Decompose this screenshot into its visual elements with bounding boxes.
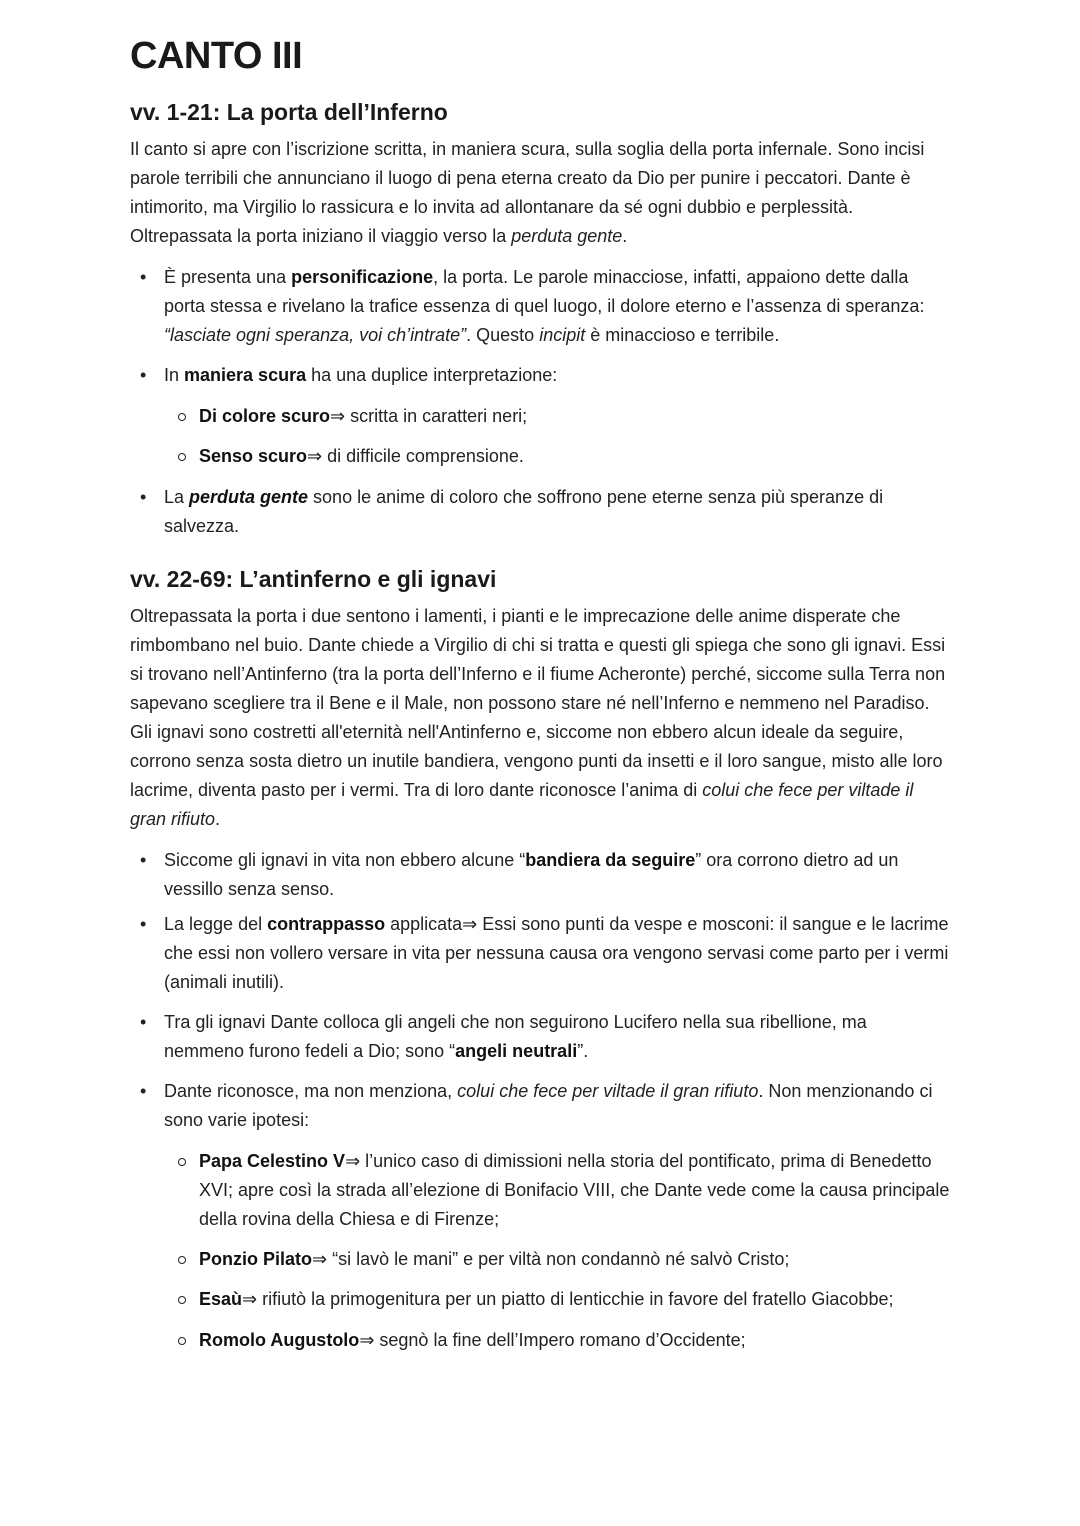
list-item: • La perduta gente sono le anime di coloro che soffrono pene eterne senza più speranze di salvezza. <box>130 483 950 541</box>
section-heading-2: vv. 22-69: L’antinferno e gli ignavi <box>130 566 497 592</box>
sub-list-item: Senso scuro⇒ di difficile comprensione. <box>130 442 950 471</box>
sub-list-item: Di colore scuro⇒ scritta in caratteri neri; <box>130 402 950 431</box>
section-1-bullets <box>130 263 950 541</box>
sub-list-item: Papa Celestino V⇒ l’unico caso di dimissioni nella storia del pontificato, prima di Benedetto XVI; apre così la strada all’elezione di Bonifacio VIII, che Dante vede come la causa principale della rovina della Chiesa e di Firenze; <box>130 1147 950 1234</box>
section-heading-1: vv. 1-21: La porta dell’Inferno <box>130 99 448 125</box>
list-item: • Tra gli ignavi Dante colloca gli angeli che non seguirono Lucifero nella sua ribellione, ma nemmeno furono fedeli a Dio; sono “angeli neutrali”. <box>130 1008 950 1066</box>
section-2-bullets <box>130 846 950 1355</box>
sub-list <box>130 402 950 471</box>
list-item: • La legge del contrappasso applicata⇒ Essi sono punti da vespe e mosconi: il sangue e le lacrime che essi non vollero versare in vita per nessuna causa ora vengono servasi come parto per i vermi (animali inutili). <box>130 910 950 997</box>
list-item: • Dante riconosce, ma non menziona, colui che fece per viltade il gran rifiuto. Non menzionando ci sono varie ipotesi: Papa Celestino V⇒ l’unico caso di dimissioni nella storia del pontificato, prima di Benedetto XVI; apre così la strada all’elezione di Bonifacio VIII, che Dante vede come la causa principale della rovina della Chiesa e di Firenze; Ponzio Pilato⇒ “si lavò le mani” e per viltà non condannò né salvò Cristo; Esaù⇒ rifiutò la primogenitura per un piatto di lenticchie in favore del fratello Giacobbe; Romolo Augustolo⇒ segnò la fine dell’Impero romano d’Occidente; <box>130 1077 950 1355</box>
page-title: CANTO III <box>130 35 303 77</box>
list-item: • È presenta una personificazione, la porta. Le parole minacciose, infatti, appaiono dette dalla porta stessa e rivelano la trafice essenza di quel luogo, il dolore eterno e l’assenza di speranza: “lasciate ogni speranza, voi ch’intrate”. Questo incipit è minaccioso e terribile. <box>130 263 950 350</box>
list-item: • In maniera scura ha una duplice interpretazione: Di colore scuro⇒ scritta in caratteri neri; Senso scuro⇒ di difficile comprensione. <box>130 361 950 471</box>
section-1-intro: Il canto si apre con l’iscrizione scritta, in maniera scura, sulla soglia della porta infernale. Sono incisi parole terribili che annunciano il luogo di pena eterna creato da Dio per punire i peccatori. Dante è intimorito, ma Virgilio lo rassicura e lo invita ad allontanare da sé ogni dubbio e perplessità. Oltrepassata la porta iniziano il viaggio verso la perduta gente. <box>130 139 925 246</box>
section-2-intro: Oltrepassata la porta i due sentono i lamenti, i pianti e le imprecazione delle anime disperate che rimbombano nel buio. Dante chiede a Virgilio di chi si tratta e questi gli spiega che sono gli ignavi. Essi si trovano nell’Antinferno (tra la porta dell’Inferno e il fiume Acheronte) perché, siccome sulla Terra non sapevano scegliere tra il Bene e il Male, non possono stare né nell’Inferno e nemmeno nel Paradiso. Gli ignavi sono costretti all'eternità nell'Antinferno e, siccome non ebbero alcun ideale da seguire, corrono senza sosta dietro un inutile bandiera, vengono punti da insetti e il loro sangue, misto alle loro lacrime, diventa pasto per i vermi. Tra di loro dante riconosce l’anima di colui che fece per viltade il gran rifiuto. <box>130 606 946 829</box>
sub-list <box>130 1147 950 1355</box>
list-item: • Siccome gli ignavi in vita non ebbero alcune “bandiera da seguire” ora corrono dietro ad un vessillo senza senso. <box>130 846 950 904</box>
document-body <box>130 30 950 1355</box>
sub-list-item: Esaù⇒ rifiutò la primogenitura per un piatto di lenticchie in favore del fratello Giacobbe; <box>130 1285 950 1314</box>
sub-list-item: Romolo Augustolo⇒ segnò la fine dell’Impero romano d’Occidente; <box>130 1326 950 1355</box>
sub-list-item: Ponzio Pilato⇒ “si lavò le mani” e per viltà non condannò né salvò Cristo; <box>130 1245 950 1274</box>
